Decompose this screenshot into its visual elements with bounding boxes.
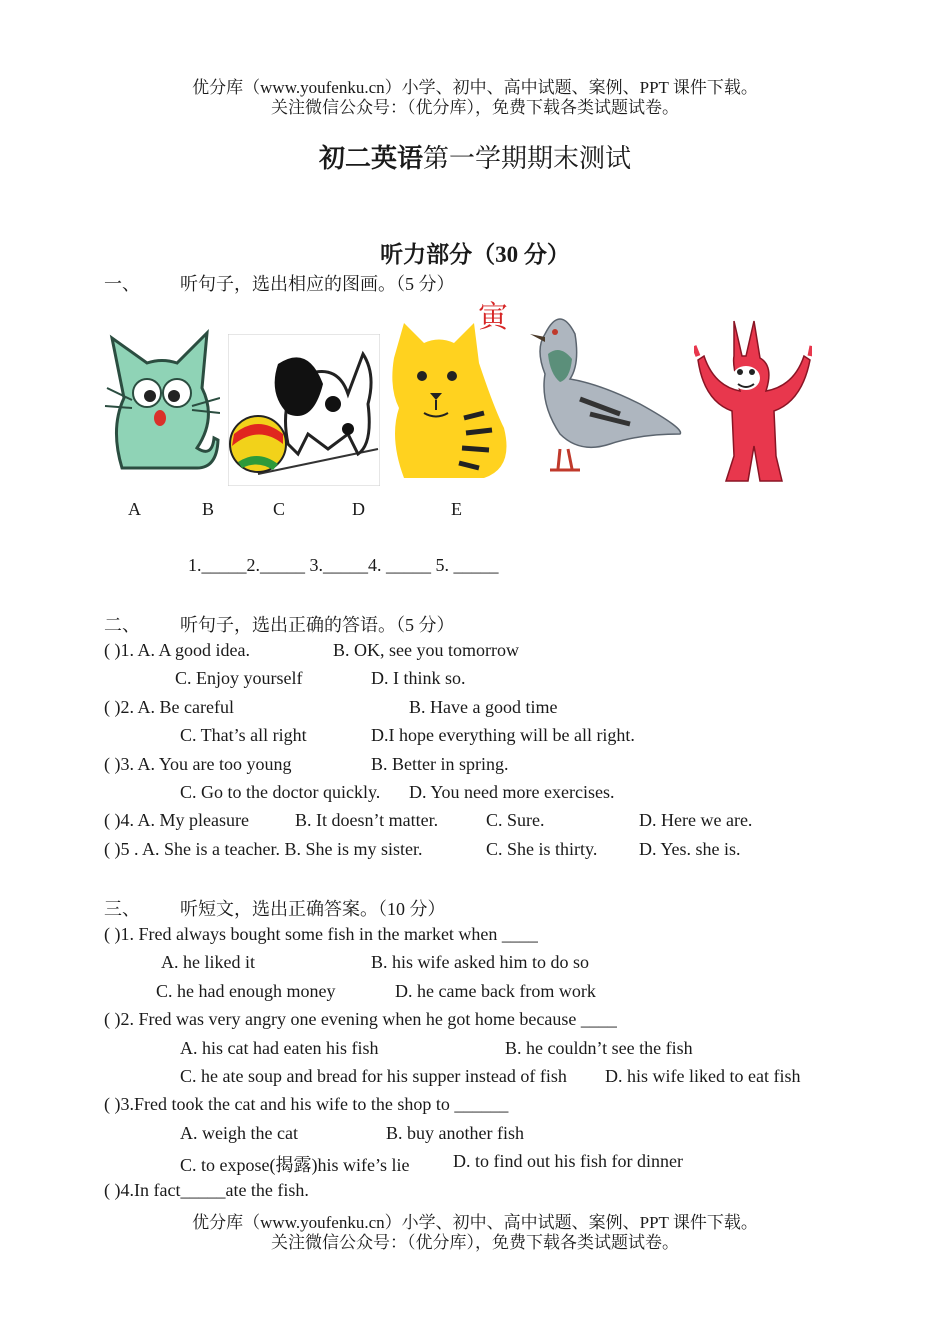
title-normal: 第一学期期末测试 xyxy=(423,144,632,173)
s2-q3-c: C. Go to the doctor quickly. xyxy=(180,782,381,802)
s2-q2-a: ( )2. A. Be careful xyxy=(104,697,234,717)
tiger-stamp: 寅 xyxy=(478,300,508,335)
s2-q2-c: C. That’s all right xyxy=(180,725,307,745)
s2-q1-c: C. Enjoy yourself xyxy=(175,668,303,688)
s3-q1-b: B. his wife asked him to do so xyxy=(371,952,589,972)
title-bold: 初二英语 xyxy=(318,144,423,173)
picture-label-d: D xyxy=(352,499,365,519)
section-3-number: 三、 xyxy=(104,899,140,919)
s3-q3-stem: ( )3.Fred took the cat and his wife to the shop to ______ xyxy=(104,1094,509,1114)
section-1-number: 一、 xyxy=(104,274,140,294)
s2-q1-b: B. OK, see you tomorrow xyxy=(333,640,519,660)
listening-title: 听力部分（30 分） xyxy=(380,242,570,267)
s3-q2-c: C. he ate soup and bread for his supper instead of fish xyxy=(180,1066,567,1086)
tiger-picture xyxy=(384,318,514,484)
s3-q3-d: D. to find out his fish for dinner xyxy=(453,1151,683,1171)
s3-q3-b: B. buy another fish xyxy=(386,1123,524,1143)
cat-picture xyxy=(102,318,220,486)
s2-q5-d: D. Yes. she is. xyxy=(639,839,741,859)
s2-q3-d: D. You need more exercises. xyxy=(409,782,615,802)
s3-q3-a: A. weigh the cat xyxy=(180,1123,298,1143)
picture-label-c: C xyxy=(273,499,286,519)
section-1-answer-blanks: 1._____2._____ 3._____4. _____ 5. _____ xyxy=(188,555,499,575)
section-2-instruction: 听句子，选出正确的答语。（5 分） xyxy=(180,615,455,635)
section-2-number: 二、 xyxy=(104,615,140,635)
s3-q3-c: C. to expose(揭露)his wife’s lie xyxy=(180,1155,410,1175)
page-title xyxy=(0,138,950,175)
s2-q5-ab: ( )5 . A. She is a teacher. B. She is my sister. xyxy=(104,839,423,859)
s2-q2-d: D.I hope everything will be all right. xyxy=(371,725,635,745)
picture-label-b: B xyxy=(202,499,215,519)
footer-line-2: 关注微信公众号：（优分库），免费下载各类试题试卷。 xyxy=(271,1233,679,1252)
s2-q4-c: C. Sure. xyxy=(486,810,545,830)
s2-q4-a: ( )4. A. My pleasure xyxy=(104,810,249,830)
s3-q1-d: D. he came back from work xyxy=(395,981,596,1001)
s2-q4-d: D. Here we are. xyxy=(639,810,753,830)
s3-q1-a: A. he liked it xyxy=(161,952,255,972)
picture-label-a: A xyxy=(128,499,141,519)
s2-q3-a: ( )3. A. You are too young xyxy=(104,754,292,774)
rabbit-costume-picture xyxy=(694,316,812,486)
pigeon-picture xyxy=(520,304,685,482)
footer-line-1: 优分库（www.youfenku.cn）小学、初中、高中试题、案例、PPT 课件下载。 xyxy=(192,1213,758,1232)
s3-q1-stem: ( )1. Fred always bought some fish in the market when ____ xyxy=(104,924,538,944)
s3-q2-d: D. his wife liked to eat fish xyxy=(605,1066,801,1086)
s2-q5-c: C. She is thirty. xyxy=(486,839,598,859)
s3-q2-b: B. he couldn’t see the fish xyxy=(505,1038,693,1058)
s2-q4-b: B. It doesn’t matter. xyxy=(295,810,439,830)
header-line-1: 优分库（www.youfenku.cn）小学、初中、高中试题、案例、PPT 课件下载。 xyxy=(192,78,758,97)
dog-ball-picture xyxy=(228,334,380,486)
s3-q2-stem: ( )2. Fred was very angry one evening when he got home because ____ xyxy=(104,1009,617,1029)
s3-q2-a: A. his cat had eaten his fish xyxy=(180,1038,379,1058)
s2-q1-d: D. I think so. xyxy=(371,668,466,688)
s2-q3-b: B. Better in spring. xyxy=(371,754,509,774)
section-1-instruction: 听句子，选出相应的图画。（5 分） xyxy=(180,274,455,294)
s2-q1-a: ( )1. A. A good idea. xyxy=(104,640,250,660)
header-line-2: 关注微信公众号：（优分库），免费下载各类试题试卷。 xyxy=(271,98,679,117)
s3-q4-stem: ( )4.In fact_____ate the fish. xyxy=(104,1180,309,1200)
picture-label-e: E xyxy=(451,499,462,519)
s2-q2-b: B. Have a good time xyxy=(409,697,558,717)
section-3-instruction: 听短文，选出正确答案。（10 分） xyxy=(180,899,446,919)
s3-q1-c: C. he had enough money xyxy=(156,981,336,1001)
